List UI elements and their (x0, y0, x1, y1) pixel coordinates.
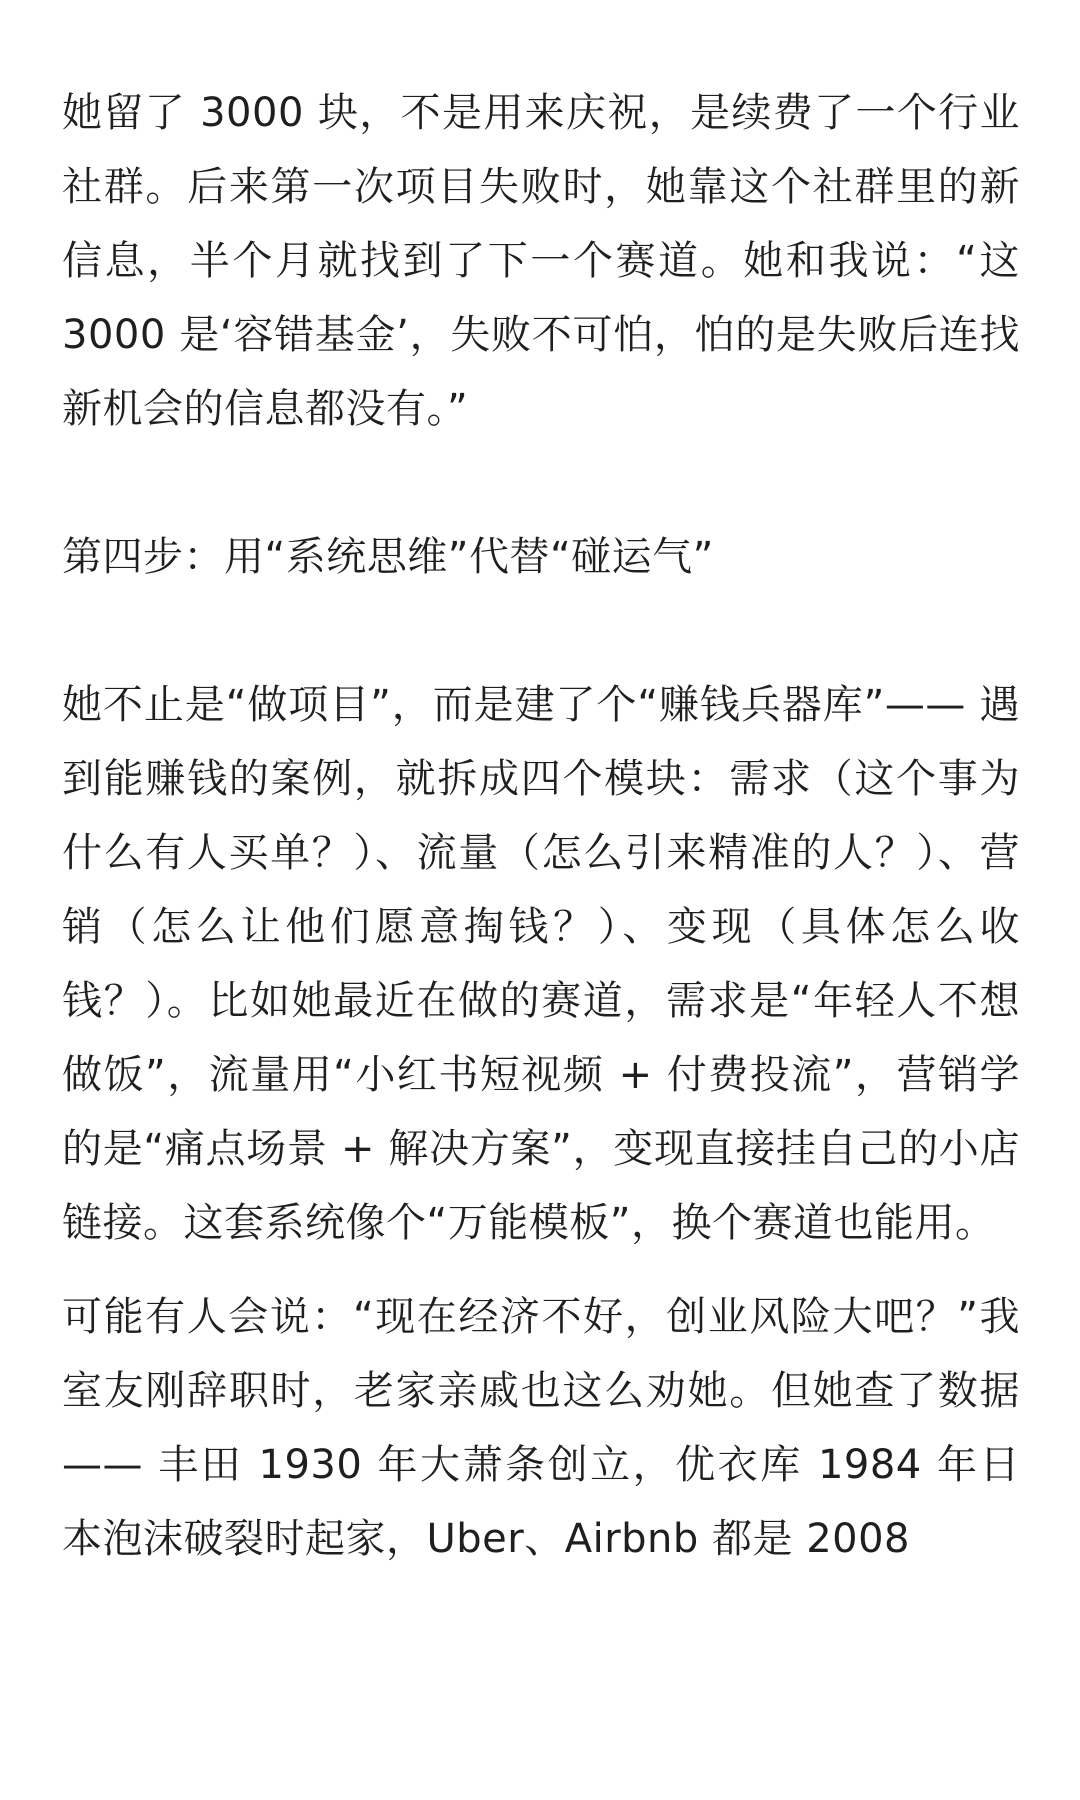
paragraph-economy: 可能有人会说：“现在经济不好，创业风险大吧？”我室友刚辞职时，老家亲戚也这么劝她。但她查了数据 —— 丰田 1930 年大萧条创立，优衣库 1984 年日本泡沫破裂时起家，Uber、Airbnb 都是 2008 (62, 1294, 1020, 1562)
paragraph-arsenal: 她不止是“做项目”，而是建了个“赚钱兵器库”—— 遇到能赚钱的案例，就拆成四个模块：需求（这个事为什么有人买单？）、流量（怎么引来精准的人？）、营销（怎么让他们愿意掏钱？）、变现（具体怎么收钱？）。比如她最近在做的赛道，需求是“年轻人不想做饭”，流量用“小红书短视频 + 付费投流”，营销学的是“痛点场景 + 解决方案”，变现直接挂自己的小店链接。这套系统像个“万能模板”，换个赛道也能用。 (62, 682, 1020, 1246)
article-body (62, 76, 1020, 1576)
section-heading-step-four: 第四步：用“系统思维”代替“碰运气” (62, 534, 714, 580)
paragraph-fund: 她留了 3000 块，不是用来庆祝，是续费了一个行业社群。后来第一次项目失败时，她靠这个社群里的新信息，半个月就找到了下一个赛道。她和我说：“这 3000 是‘容错基金’，失败不可怕，怕的是失败后连找新机会的信息都没有。” (62, 90, 1020, 432)
